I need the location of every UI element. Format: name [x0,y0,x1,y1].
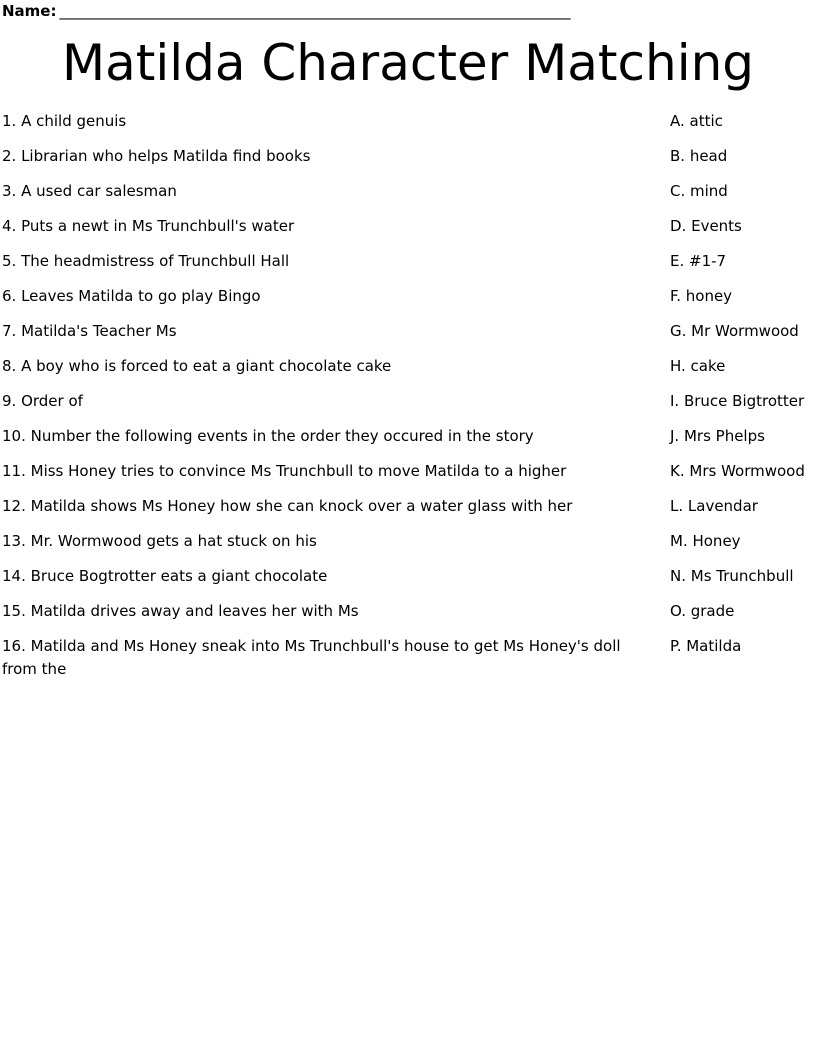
question-item[interactable]: 5. The headmistress of Trunchbull Hall [2,252,290,270]
answer-bank-column [670,110,816,670]
question-item[interactable]: 2. Librarian who helps Matilda find books [2,147,311,165]
answer-item[interactable]: N. Ms Trunchbull [670,567,794,585]
question-item[interactable]: 9. Order of [2,392,83,410]
question-item[interactable]: 8. A boy who is forced to eat a giant chocolate cake [2,357,392,375]
answer-item[interactable]: H. cake [670,357,726,375]
answer-item[interactable]: M. Honey [670,532,741,550]
answer-item[interactable]: E. #1-7 [670,252,727,270]
question-item[interactable]: 13. Mr. Wormwood gets a hat stuck on his [2,532,317,550]
question-item[interactable]: 12. Matilda shows Ms Honey how she can knock over a water glass with her [2,497,573,515]
page-title: Matilda Character Matching [61,34,755,92]
question-item[interactable]: 1. A child genuis [2,112,127,130]
answer-item[interactable]: P. Matilda [670,637,742,655]
name-field-row [2,0,814,24]
answer-item[interactable]: I. Bruce Bigtrotter [670,392,805,410]
question-item[interactable]: 10. Number the following events in the order they occured in the story [2,427,534,445]
answer-item[interactable]: J. Mrs Phelps [670,427,765,445]
question-item[interactable]: 11. Miss Honey tries to convince Ms Trunchbull to move Matilda to a higher [2,462,567,480]
name-label: Name: [2,2,57,20]
answer-item[interactable]: L. Lavendar [670,497,758,515]
answer-item[interactable]: K. Mrs Wormwood [670,462,805,480]
question-item[interactable]: 15. Matilda drives away and leaves her with Ms [2,602,359,620]
question-item[interactable]: 7. Matilda's Teacher Ms [2,322,177,340]
questions-column [2,110,652,681]
answer-item[interactable]: F. honey [670,287,733,305]
name-write-in-line[interactable]: ______________________________________________________________________ [59,2,571,20]
answer-item[interactable]: G. Mr Wormwood [670,322,799,340]
question-item[interactable]: 6. Leaves Matilda to go play Bingo [2,287,261,305]
answer-item[interactable]: B. head [670,147,728,165]
answer-item[interactable]: A. attic [670,112,723,130]
question-item[interactable]: 3. A used car salesman [2,182,177,200]
answer-item[interactable]: D. Events [670,217,742,235]
question-item[interactable]: 14. Bruce Bogtrotter eats a giant chocolate [2,567,328,585]
answer-item[interactable]: C. mind [670,182,728,200]
question-item[interactable]: 4. Puts a newt in Ms Trunchbull's water [2,217,295,235]
answer-item[interactable]: O. grade [670,602,735,620]
question-item[interactable]: 16. Matilda and Ms Honey sneak into Ms Trunchbull's house to get Ms Honey's doll from the [2,637,621,678]
